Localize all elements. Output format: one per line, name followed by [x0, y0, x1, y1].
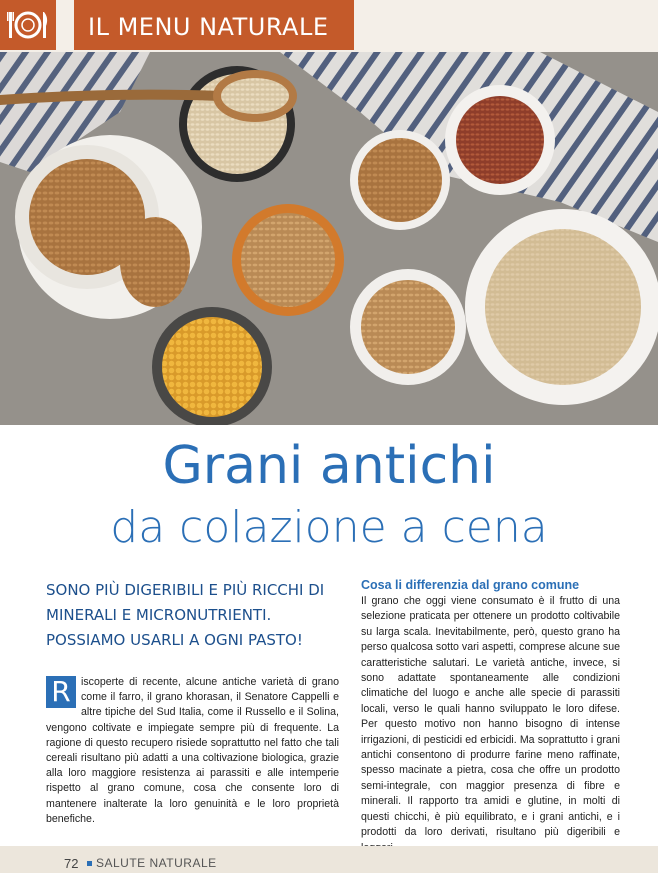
- intro-text: iscoperte di recente, alcune antiche varietà di grano come il farro, il grano khorasan, il Senatore Cappelli e altre tipiche del Sud Italia, come il Russello e il Solina, vengono coltivate e impiegate sempre più di frequente. La ragione di questo recupero risiede soprattutto nel fatto che tali cereali risultano più adatti a una coltivazione biologica, grazie alla loro maggiore resistenza ai parassiti e alle intemperie rispetto al grano comune, cosa che consente loro di mantenere inalterate la loro genuinità e le loro proprietà benefiche.: [46, 676, 339, 825]
- plate-fork-knife-icon: [0, 0, 56, 50]
- page-number: 72: [64, 856, 79, 871]
- section-icon-box: [0, 0, 56, 50]
- footer-bullet-icon: [87, 861, 92, 866]
- section-subheading: Cosa li differenzia dal grano comune: [361, 578, 580, 592]
- right-paragraph: Il grano che oggi viene consumato è il frutto di una selezione praticata per ottenere un prodotto coltivabile su larga scala. Inevitabilmente, però, questo grano ha perso qualcosa sotto vari aspetti, comprese alcune sue caratteristiche salutari. Le varietà antiche, invece, si sono adattate spontaneamente alle condizioni climatiche del luogo e anche alle specie di parassiti locali, verso le quali hanno sviluppato le loro difese. Per questo motivo non hanno bisogno di intense irrigazioni, di pesticidi ed erbicidi. Ma soprattutto i grani antichi consentono di produrre farine meno raffinate, spesso macinate a pietra, cosa che offre un prodotto semi-integrale, con maggior presenza di fibre e minerali. Il rapporto tra amidi e glutine, in molti di questi chicchi, è più equilibrato, e i grani antichi, e i prodotti da loro derivati, risultano più digeribili e: [361, 595, 620, 839]
- article-subtitle: da colazione a cena: [110, 502, 548, 553]
- article-lead: SONO PIÙ DIGERIBILI E PIÙ RICCHI DI MINERALI E MICRONUTRIENTI. POSSIAMO USARLI A OGNI PASTO!: [46, 581, 325, 649]
- page-footer: [0, 846, 658, 873]
- section-header: [0, 0, 658, 52]
- section-title-bar: [74, 0, 354, 50]
- grains-bowls-photo: [0, 52, 658, 425]
- article-title: Grani antichi: [162, 436, 496, 496]
- section-title: IL MENU NATURALE: [88, 13, 329, 41]
- publication-name: SALUTE NATURALE: [96, 856, 217, 870]
- intro-paragraph: [46, 675, 339, 827]
- drop-cap: R: [46, 676, 76, 708]
